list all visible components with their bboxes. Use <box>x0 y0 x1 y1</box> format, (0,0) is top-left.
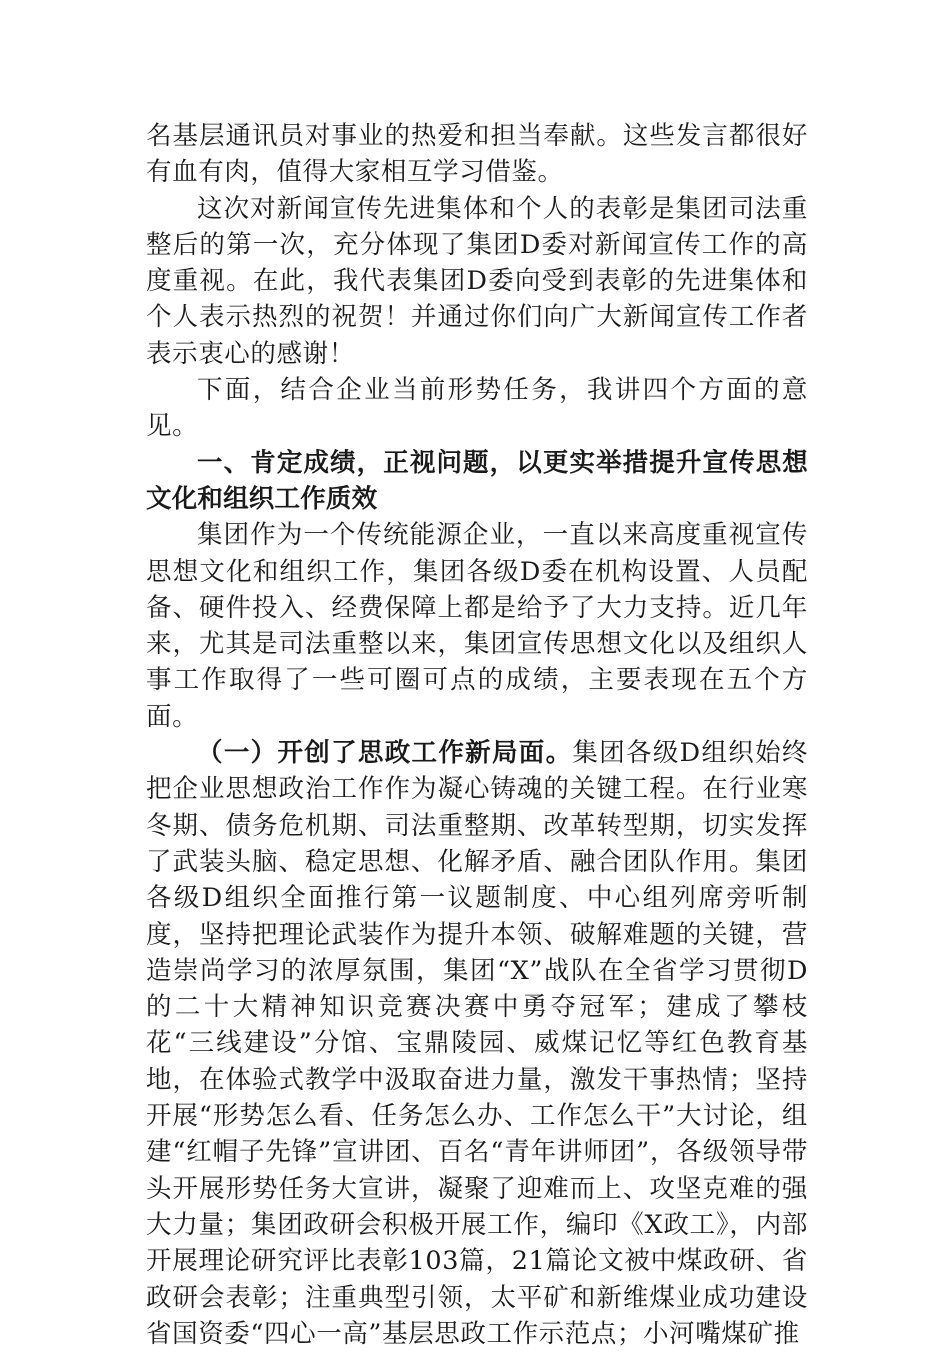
paragraph-intro-tail: 名基层通讯员对事业的热爱和担当奉献。这些发言都很好有血有肉，值得大家相互学习借鉴。 <box>146 121 808 188</box>
paragraph-achievements: 集团作为一个传统能源企业，一直以来高度重视宣传思想文化和组织工作，集团各级D委在机构设置、人员配备、硬件投入、经费保障上都是给予了大力支持。近几年来，尤其是司法重整以来，集团宣传思想文化以及组织人事工作取得了一些可圈可点的成绩，主要表现在五个方面。 <box>146 520 808 732</box>
subsection-heading-1: （一）开创了思政工作新局面。 <box>197 738 573 769</box>
subsection-1-body: 集团各级D组织始终把企业思想政治工作作为凝心铸魂的关键工程。在行业寒冬期、债务危机期、司法重整期、改革转型期，切实发挥了武装头脑、稳定思想、化解矛盾、融合团队作用。集团各级D组织全面推行第一议题制度、中心组列席旁听制度，坚持把理论武装作为提升本领、破解难题的关键，营造崇尚学习的浓厚氛围，集团“X”战队在全省学习贯彻D的二十大精神知识竞赛决赛中勇夺冠军；建成了攀枝花“三线建设”分馆、宝鼎陵园、威煤记忆等红色教育基地，在体验式教学中汲取奋进力量，激发干事热情；坚持开展“形势怎么看、任务怎么办、工作怎么干”大讨论，组建“红帽子先锋”宣讲团、百名“青年讲师团”，各级领导带头开展形势任务大宣讲，凝聚了迎难而上、攻坚克难的强大力量；集团政研会积极开展工作，编印《X政工》，内部开展理论研究评比表彰103篇，21篇论文被中煤政研、省政研会表彰；注重典型引领，太平矿和新维煤业成功建设省国资委“四心一高”基层思政工作示范点；小河嘴煤矿推 <box>146 738 808 1349</box>
section-heading-1: 一、肯定成绩，正视问题，以更实举措提升宣传思想文化和组织工作质效 <box>146 447 808 514</box>
paragraph-subsection-1 <box>146 735 808 1352</box>
paragraph-commendation: 这次对新闻宣传先进集体和个人的表彰是集团司法重整后的第一次，充分体现了集团D委对新闻宣传工作的高度重视。在此，我代表集团D委向受到表彰的先进集体和个人表示热烈的祝贺！并通过你们向广大新闻宣传工作者表示衷心的感谢！ <box>146 193 808 369</box>
document-body <box>146 118 808 1352</box>
paragraph-outline: 下面，结合企业当前形势任务，我讲四个方面的意见。 <box>146 375 808 442</box>
